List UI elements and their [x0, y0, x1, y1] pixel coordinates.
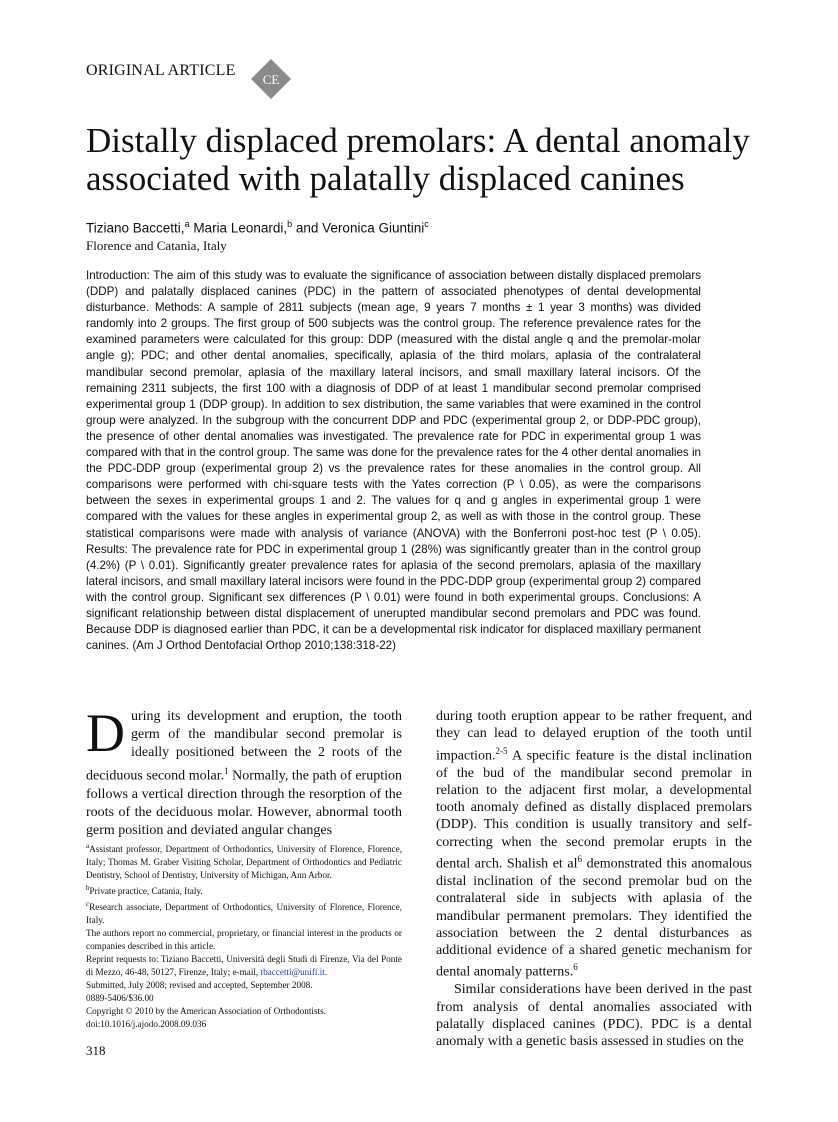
author-name: and Veronica Giuntini [292, 220, 425, 236]
author-affil-mark: c [424, 219, 429, 229]
author-name: Tiziano Baccetti, [86, 220, 185, 236]
body-text: demonstrated this anomalous distal inclination of the second premolar bud on the contralateral side in subjects with aplasia of the mandibular permanent premolars. They identified the association between the 2 dental disturbances as additional evidence of a shared genetic mechanism for dental anomaly patterns. [436, 856, 752, 981]
email-link[interactable]: tbaccetti@unifi.it [260, 967, 325, 978]
body-paragraph: Similar considerations have been derived in the past from analysis of dental anomalies associated with palatally displaced canines (PDC). PDC is a dental anomaly with a genetic basis assessed in studies on the [436, 982, 752, 1050]
reference-link[interactable]: 1 [224, 766, 229, 777]
page-number: 318 [86, 1043, 106, 1058]
body-column-right [436, 708, 752, 1051]
reprint-requests [86, 953, 402, 979]
disclosure: The authors report no commercial, proprietary, or financial interest in the products or companies described in this article. [86, 928, 402, 952]
intro-paragraph [86, 703, 402, 840]
issn: 0889-5406/$36.00 [86, 993, 154, 1004]
footnotes [86, 840, 402, 1031]
abstract: Introduction: The aim of this study was to evaluate the significance of association between distally displaced premolars (DDP) and palatally displaced canines (PDC) in the pattern of associated phenotypes of dental developmental disturbance. Methods: A sample of 2811 subjects (mean age, 9 years 7 months ± 1 year 3 months) was divided randomly into 2 groups. The first group of 500 subjects was the control group. The reference prevalence rates for the examined parameters were calculated for this group: DDP (measured with the distal angle q and the premolar-molar angle g); PDC; and other dental anomalies, specifically, aplasia of the third molars, aplasia of the contralateral mandibular second premolar, aplasia of the maxillary lateral incisors, and small maxillary lateral incisors. Of the remaining 2311 subjects, the first 100 with a diagnosis of DDP of at least 1 mandibular second premolar comprised experimental group 1 (DDP group). In addition to sex distribution, the same variables that were examined in the control group were analyzed. In the subgroup with the concurrent DDP and PDC (experimental group 2, or DDP-PDC group), the presence of other dental anomalies was investigated. The prevalence rate for PDC in experimental group 1 was compared with that in the control group. The same was done for the prevalence rates for the 4 other dental anomalies in the PDC-DDP group (experimental group 2) vs the prevalence rates for these anomalies in the control group. All comparisons were performed with chi-square tests with the Yates correction (P \ 0.05), as were the comparisons between the sexes in experimental groups 1 and 2. The values for q and g angles in experimental group 1 were compared with the values for these angles in experimental group 2, as well as with those in the control group. These statistical comparisons were made with analysis of variance (ANOVA) with the Bonferroni post-hoc test (P \ 0.05). Results: The prevalence rate for PDC in experimental group 1 (28%) was significantly greater than in the control group (4.2%) (P \ 0.01). Significantly greater prevalence rates for aplasia of the second premolars, aplasia of the maxillary lateral incisors, and small maxillary lateral incisors were found in the PDC-DDP group (experimental group 2) compared with the control group. Significant sex differences (P \ 0.01) were found in both experimental groups. Conclusions: A significant relationship between distal displacement of unerupted mandibular second premolars and PDC was found. Because DDP is diagnosed earlier than PDC, it can be a developmental risk indicator for displaced maxillary permanent canines. (Am J Orthod Dentofacial Orthop 2010;138:318-22) [86, 269, 701, 653]
article-title: Distally displaced premolars: A dental anomaly associated with palatally displaced canines [86, 121, 750, 198]
reprint-text: . [324, 967, 328, 978]
section-label: ORIGINAL ARTICLE [86, 62, 236, 79]
footnote-mark: b [86, 884, 90, 893]
submission-dates: Submitted, July 2008; revised and accepted, September 2008. [86, 980, 313, 991]
doi: doi:10.1016/j.ajodo.2008.09.036 [86, 1019, 207, 1030]
author-list [86, 219, 429, 236]
reference-link[interactable]: 6 [577, 854, 582, 865]
body-text: uring its development and eruption, the tooth germ of the mandibular second premolar is ideally positioned between the 2 roots of the deciduous second molar. [86, 709, 402, 784]
body-text: A specific feature is the distal inclination of the bud of the mandibular second premolar in relation to the adjacent first molar, a developmental tooth anomaly defined as distally displaced premolars (DDP). This condition is usually transitory and self-correcting when the second premolar erupts in the dental arch. Shalish et al [436, 748, 752, 872]
body-column-left [86, 703, 402, 840]
ce-badge-icon [250, 58, 292, 100]
reference-link[interactable]: 2-5 [495, 745, 508, 756]
reference-link[interactable]: 6 [573, 962, 578, 973]
author-affil-mark: b [287, 219, 293, 229]
body-text: during tooth eruption appear to be rather frequent, and they can lead to delayed eruption of the tooth until impaction. [436, 709, 752, 764]
body-text: Normally, the path of eruption follows a vertical direction through the resorption of the roots of the deciduous molar. However, abnormal tooth germ position and deviated angular changes [86, 768, 402, 839]
reprint-text: Reprint requests to: Tiziano Baccetti, Università degli Studi di Firenze, Via del Ponte di Mezzo, 46-48, 50127, Firenze, Italy; e-mail, [86, 954, 402, 978]
footnote-b [86, 882, 402, 898]
author-affil-mark: a [184, 219, 190, 229]
footnote-text: Assistant professor, Department of Orthodontics, University of Florence, Florence, Italy; Thomas M. Graber Visiting Scholar, Department of Orthodontics and Pediatric Dentistry, School of Dentistry, University of Michigan, Ann Arbor. [86, 844, 402, 881]
footnote-mark: c [86, 900, 90, 909]
author-location: Florence and Catania, Italy [86, 238, 227, 253]
ce-badge-letters: CE [262, 72, 280, 87]
footnote-c [86, 898, 402, 927]
author-name: Maria Leonardi, [189, 220, 288, 236]
body-paragraph [436, 708, 752, 981]
drop-cap: D [86, 703, 125, 763]
footnote-text: Research associate, Department of Orthodontics, University of Florence, Florence, Italy. [86, 902, 402, 926]
footnote-a [86, 840, 402, 882]
footnote-text: Private practice, Catania, Italy. [89, 886, 203, 897]
copyright: Copyright © 2010 by the American Association of Orthodontists. [86, 1006, 326, 1017]
footnote-mark: a [86, 842, 90, 850]
